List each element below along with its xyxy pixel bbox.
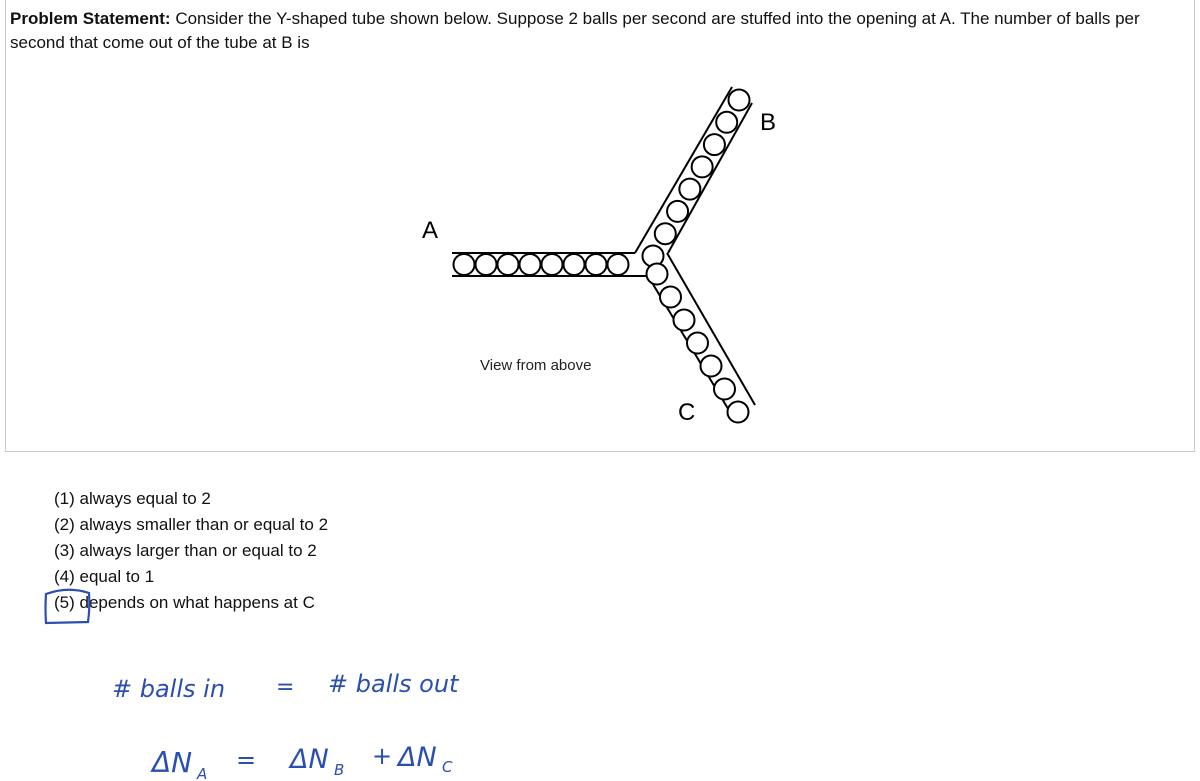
figure-caption: View from above	[480, 357, 592, 374]
option-number: (3)	[54, 541, 75, 560]
hw-sub-c: C	[442, 758, 453, 776]
option-number: (5)	[54, 593, 75, 612]
hw-sub-a: A	[197, 765, 208, 781]
label-c: C	[678, 399, 696, 426]
option-text: always smaller than or equal to 2	[79, 515, 329, 534]
problem-label: Problem Statement:	[10, 9, 171, 28]
hw-balls-in: # balls in	[112, 675, 226, 703]
label-b: B	[760, 109, 777, 136]
hw-delta-nb: ΔN	[290, 744, 329, 775]
option-text: depends on what happens at C	[79, 593, 315, 612]
label-a: A	[422, 217, 439, 244]
hw-sub-b: B	[334, 761, 345, 779]
option-text: equal to 1	[79, 567, 155, 586]
option-number: (1)	[54, 489, 75, 508]
problem-text: Consider the Y-shaped tube shown below. Suppose 2 balls per second are stuffed into the opening at A. The number of balls per second that come out of the tube at B is	[10, 9, 1140, 52]
option-number: (4)	[54, 567, 75, 586]
hw-delta-na: ΔN	[152, 746, 193, 779]
hw-plus: +	[372, 742, 393, 770]
answer-selection-mark	[46, 590, 90, 623]
hw-balls-out: # balls out	[328, 670, 459, 698]
option-number: (2)	[54, 515, 75, 534]
handwritten-equations	[112, 670, 460, 781]
hw-equals-1: =	[276, 675, 295, 700]
hw-delta-nc: ΔN	[398, 742, 437, 773]
option-text: always larger than or equal to 2	[79, 541, 317, 560]
hw-equals-2: =	[236, 746, 257, 774]
option-text: always equal to 2	[79, 489, 211, 508]
